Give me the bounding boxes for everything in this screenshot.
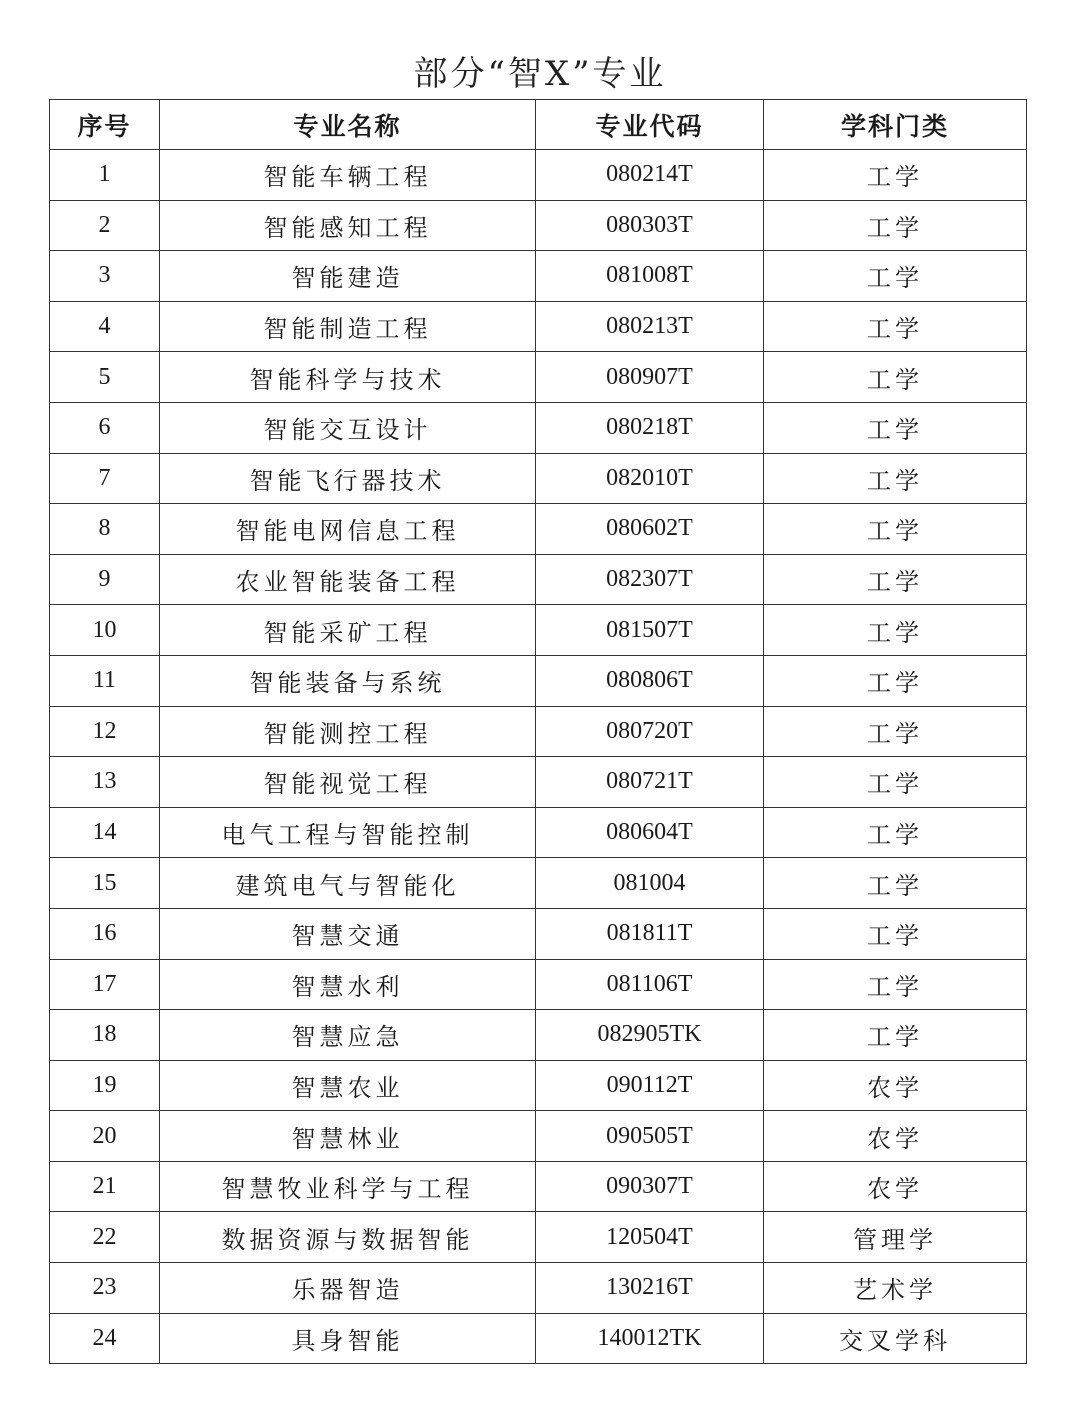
- row-serial-number: 2: [50, 200, 160, 251]
- row-major-code: 090505T: [536, 1111, 764, 1162]
- row-serial-number: 13: [50, 757, 160, 808]
- row-major-name: 智能测控工程: [160, 706, 536, 757]
- row-discipline-category: 管理学: [764, 1212, 1027, 1263]
- row-discipline-category: 工学: [764, 1010, 1027, 1061]
- row-major-code: 080303T: [536, 200, 764, 251]
- page-title: 部分“智X”专业: [413, 54, 667, 94]
- row-major-name: 农业智能装备工程: [160, 554, 536, 605]
- row-major-name: 智能科学与技术: [160, 352, 536, 403]
- row-serial-number: 20: [50, 1111, 160, 1162]
- row-discipline-category: 工学: [764, 959, 1027, 1010]
- table-row: [50, 200, 1027, 251]
- row-serial-number: 18: [50, 1010, 160, 1061]
- table-row: [50, 1111, 1027, 1162]
- row-serial-number: 19: [50, 1060, 160, 1111]
- row-major-code: 090307T: [536, 1161, 764, 1212]
- row-major-name: 智能制造工程: [160, 301, 536, 352]
- table-row: [50, 554, 1027, 605]
- row-major-name: 智慧应急: [160, 1010, 536, 1061]
- row-serial-number: 23: [50, 1263, 160, 1314]
- row-major-name: 智慧农业: [160, 1060, 536, 1111]
- table-row: [50, 453, 1027, 504]
- row-discipline-category: 交叉学科: [764, 1313, 1027, 1364]
- row-major-name: 电气工程与智能控制: [160, 807, 536, 858]
- row-major-name: 智能感知工程: [160, 200, 536, 251]
- row-serial-number: 15: [50, 858, 160, 909]
- row-discipline-category: 工学: [764, 301, 1027, 352]
- row-serial-number: 21: [50, 1161, 160, 1212]
- table-row: [50, 301, 1027, 352]
- row-serial-number: 3: [50, 251, 160, 302]
- table-row: [50, 402, 1027, 453]
- row-discipline-category: 工学: [764, 352, 1027, 403]
- header-serial-number: 序号: [50, 100, 160, 150]
- row-major-code: 140012TK: [536, 1313, 764, 1364]
- row-discipline-category: 工学: [764, 807, 1027, 858]
- row-major-code: 080806T: [536, 655, 764, 706]
- table-row: [50, 706, 1027, 757]
- row-major-name: 智能采矿工程: [160, 605, 536, 656]
- row-major-name: 数据资源与数据智能: [160, 1212, 536, 1263]
- header-major-name: 专业名称: [160, 100, 536, 150]
- row-discipline-category: 工学: [764, 453, 1027, 504]
- row-serial-number: 12: [50, 706, 160, 757]
- row-major-code: 081008T: [536, 251, 764, 302]
- row-major-code: 080213T: [536, 301, 764, 352]
- row-major-code: 120504T: [536, 1212, 764, 1263]
- majors-table: [49, 99, 1027, 1364]
- row-discipline-category: 工学: [764, 200, 1027, 251]
- table-row: [50, 858, 1027, 909]
- row-major-code: 080218T: [536, 402, 764, 453]
- row-major-name: 智能交互设计: [160, 402, 536, 453]
- row-major-code: 081507T: [536, 605, 764, 656]
- row-major-code: 130216T: [536, 1263, 764, 1314]
- row-serial-number: 4: [50, 301, 160, 352]
- row-discipline-category: 工学: [764, 908, 1027, 959]
- row-major-name: 建筑电气与智能化: [160, 858, 536, 909]
- table-row: [50, 1010, 1027, 1061]
- row-serial-number: 11: [50, 655, 160, 706]
- row-discipline-category: 工学: [764, 757, 1027, 808]
- row-major-code: 081004: [536, 858, 764, 909]
- row-serial-number: 24: [50, 1313, 160, 1364]
- row-major-code: 082905TK: [536, 1010, 764, 1061]
- table-row: [50, 150, 1027, 201]
- header-discipline-category: 学科门类: [764, 100, 1027, 150]
- table-row: [50, 504, 1027, 555]
- row-major-name: 智能视觉工程: [160, 757, 536, 808]
- row-serial-number: 5: [50, 352, 160, 403]
- row-discipline-category: 工学: [764, 706, 1027, 757]
- row-major-code: 080604T: [536, 807, 764, 858]
- table-row: [50, 655, 1027, 706]
- row-major-name: 智能飞行器技术: [160, 453, 536, 504]
- row-serial-number: 17: [50, 959, 160, 1010]
- row-discipline-category: 工学: [764, 251, 1027, 302]
- table-row: [50, 1161, 1027, 1212]
- table-row: [50, 352, 1027, 403]
- table-header-row: [50, 100, 1027, 150]
- row-major-code: 080214T: [536, 150, 764, 201]
- table-row: [50, 1212, 1027, 1263]
- header-major-code: 专业代码: [536, 100, 764, 150]
- row-major-code: 081811T: [536, 908, 764, 959]
- table-row: [50, 251, 1027, 302]
- row-discipline-category: 工学: [764, 150, 1027, 201]
- row-major-code: 080720T: [536, 706, 764, 757]
- row-major-name: 智慧水利: [160, 959, 536, 1010]
- row-serial-number: 14: [50, 807, 160, 858]
- row-major-code: 080602T: [536, 504, 764, 555]
- row-major-name: 智慧林业: [160, 1111, 536, 1162]
- row-discipline-category: 工学: [764, 605, 1027, 656]
- row-discipline-category: 工学: [764, 504, 1027, 555]
- row-major-code: 082010T: [536, 453, 764, 504]
- row-serial-number: 1: [50, 150, 160, 201]
- table-row: [50, 1263, 1027, 1314]
- row-discipline-category: 工学: [764, 554, 1027, 605]
- table-row: [50, 959, 1027, 1010]
- row-discipline-category: 艺术学: [764, 1263, 1027, 1314]
- row-major-name: 乐器智造: [160, 1263, 536, 1314]
- row-discipline-category: 工学: [764, 402, 1027, 453]
- row-major-name: 智能建造: [160, 251, 536, 302]
- row-serial-number: 7: [50, 453, 160, 504]
- row-serial-number: 9: [50, 554, 160, 605]
- row-discipline-category: 农学: [764, 1111, 1027, 1162]
- row-serial-number: 16: [50, 908, 160, 959]
- table-body: [50, 150, 1027, 1364]
- row-serial-number: 6: [50, 402, 160, 453]
- table-row: [50, 807, 1027, 858]
- row-major-code: 090112T: [536, 1060, 764, 1111]
- row-discipline-category: 工学: [764, 858, 1027, 909]
- table-row: [50, 1060, 1027, 1111]
- row-serial-number: 22: [50, 1212, 160, 1263]
- table-row: [50, 605, 1027, 656]
- row-serial-number: 10: [50, 605, 160, 656]
- row-discipline-category: 农学: [764, 1161, 1027, 1212]
- row-major-code: 080907T: [536, 352, 764, 403]
- row-major-name: 智能装备与系统: [160, 655, 536, 706]
- row-major-name: 智慧牧业科学与工程: [160, 1161, 536, 1212]
- table-row: [50, 908, 1027, 959]
- row-major-name: 具身智能: [160, 1313, 536, 1364]
- row-major-code: 080721T: [536, 757, 764, 808]
- table-row: [50, 757, 1027, 808]
- row-discipline-category: 农学: [764, 1060, 1027, 1111]
- table-row: [50, 1313, 1027, 1364]
- row-discipline-category: 工学: [764, 655, 1027, 706]
- row-major-name: 智慧交通: [160, 908, 536, 959]
- row-major-name: 智能电网信息工程: [160, 504, 536, 555]
- row-major-code: 082307T: [536, 554, 764, 605]
- row-major-name: 智能车辆工程: [160, 150, 536, 201]
- row-serial-number: 8: [50, 504, 160, 555]
- row-major-code: 081106T: [536, 959, 764, 1010]
